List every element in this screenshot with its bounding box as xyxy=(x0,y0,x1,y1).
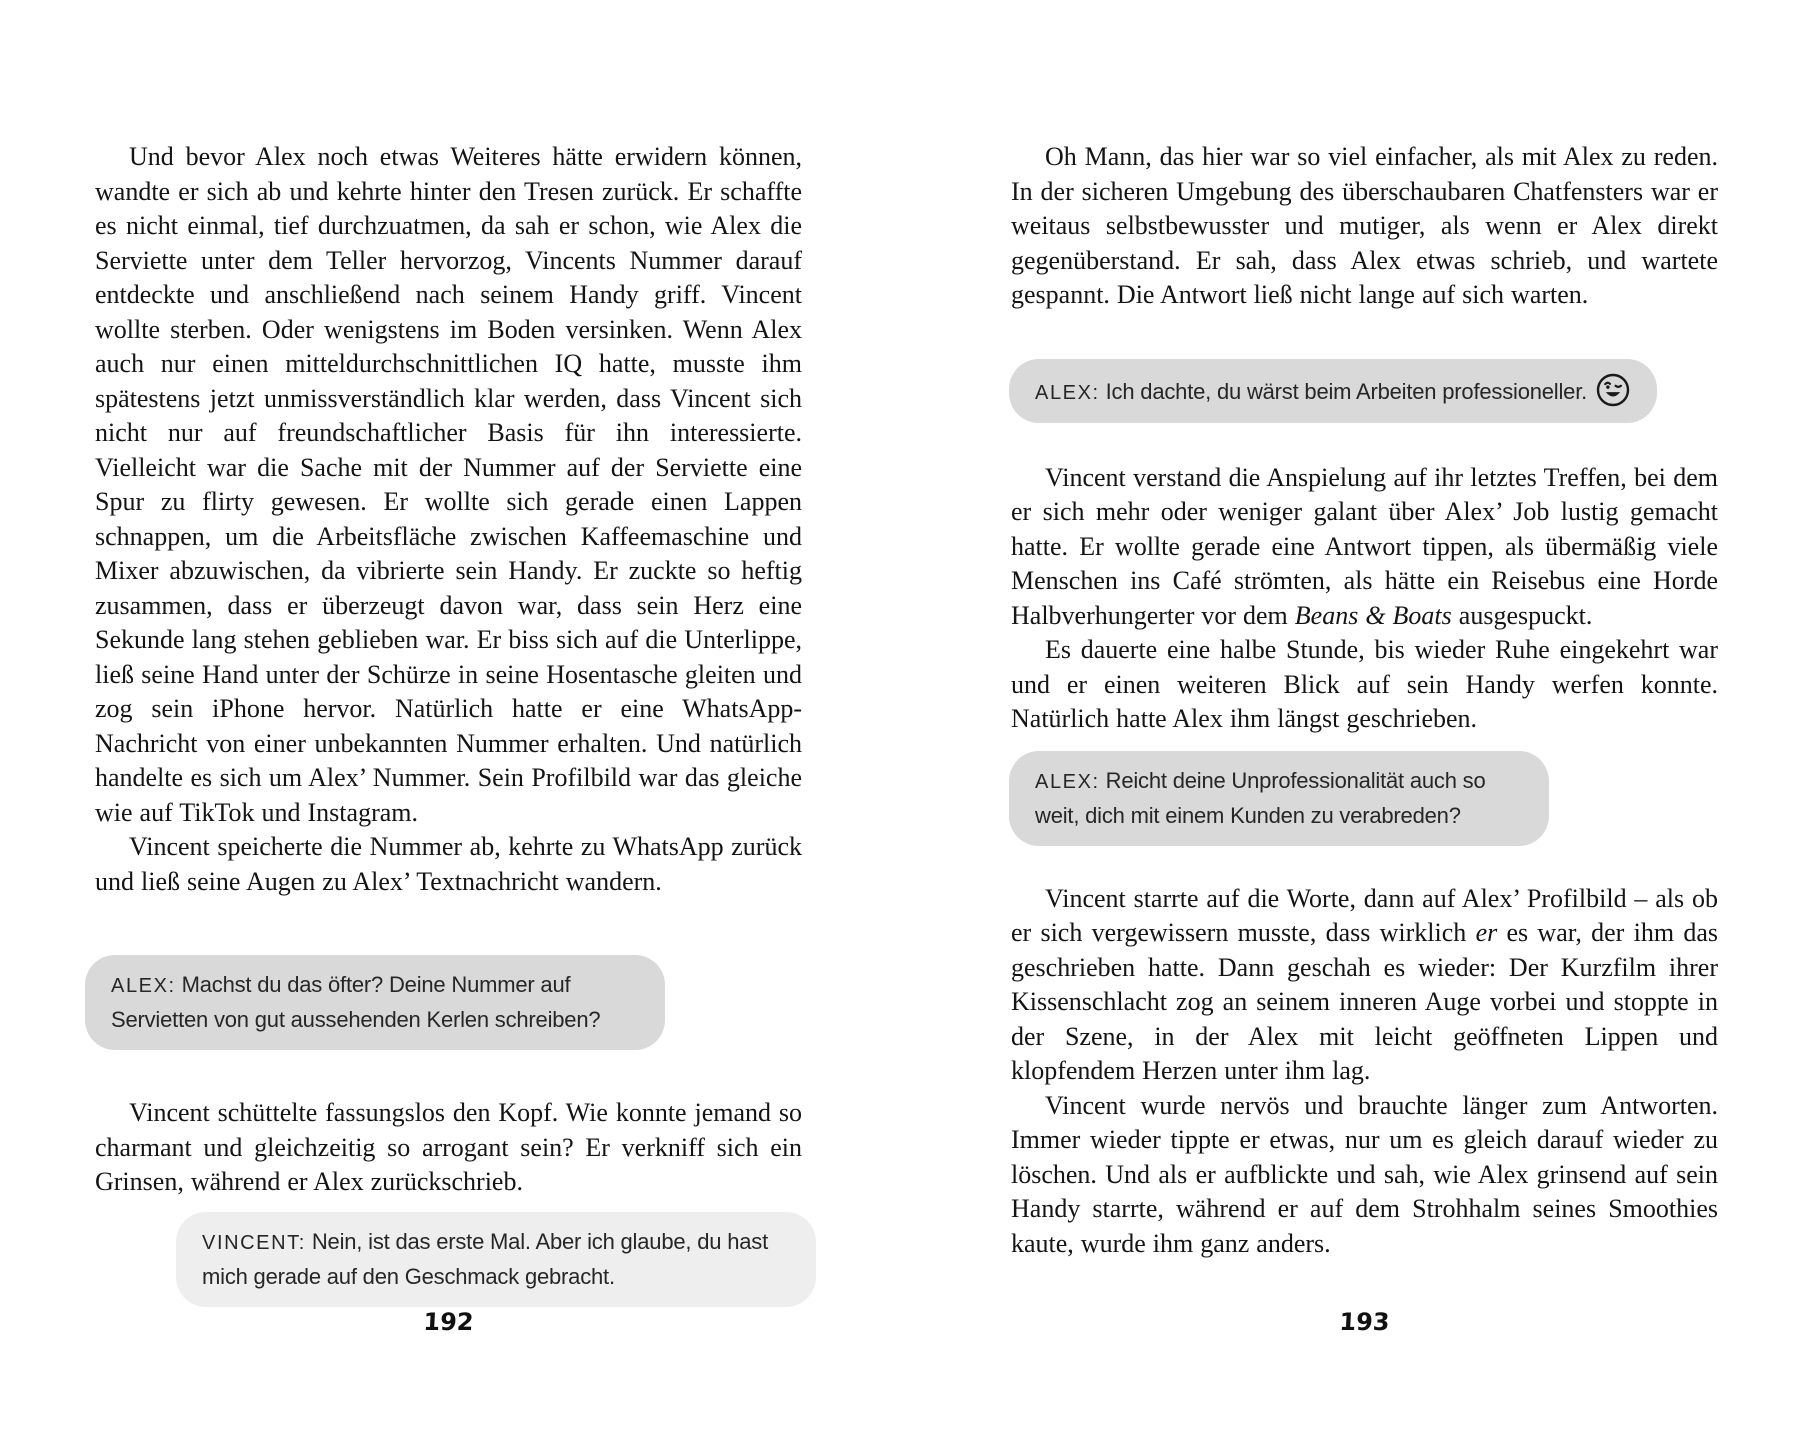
chat-message-text: Machst du das öfter? Deine Nummer auf Servietten von gut aussehenden Kerlen schreiben? xyxy=(111,972,601,1032)
chat-message-text: Ich dachte, du wärst beim Arbeiten professioneller. xyxy=(1105,378,1588,404)
paragraph-left-2: Vincent speicherte die Nummer ab, kehrte zu WhatsApp zurück und ließ seine Augen zu Alex’ Textnachricht wandern. xyxy=(95,832,802,896)
paragraph-text: ausgespuckt. xyxy=(1451,600,1593,630)
paragraph-right-3: Es dauerte eine halbe Stunde, bis wieder Ruhe eingekehrt war und er einen weiteren Blick auf sein Handy werfen konnte. Natürlich hatte Alex ihm längst geschrieben. xyxy=(1011,635,1718,733)
page-right-193 xyxy=(1011,140,1718,1434)
italic-cafe-name: Beans & Boats xyxy=(1294,600,1452,630)
chat-bubble-vincent xyxy=(176,1212,816,1307)
page-left-192 xyxy=(95,140,802,1434)
chat-message-text: Nein, ist das erste Mal. Aber ich glaube, du hast mich gerade auf den Geschmack gebracht. xyxy=(202,1228,768,1289)
chat-bubble-alex xyxy=(1009,359,1657,423)
paragraph-left-1: Und bevor Alex noch etwas Weiteres hätte erwidern können, wandte er sich ab und kehrte hinter den Tresen zurück. Er schaffte es nicht einmal, tief durchzuatmen, da sah er schon, wie Alex die Serviette unter dem Teller hervorzog, Vincents Nummer darauf entdeckte und anschließend nach seinem Handy griff. Vincent wollte sterben. Oder wenigstens im Boden versinken. Wenn Alex auch nur einen mitteldurchschnittlichen IQ hatte, musste ihm spätestens jetzt unmissverständlich klar werden, dass Vincent sich nicht nur auf freundschaftlicher Basis für ihn interessierte. Vielleicht war die Sache mit der Nummer auf der Serviette eine Spur zu flirty gewesen. Er wollte sich gerade einen Lappen schnappen, um die Arbeitsfläche zwischen Kaffeemaschine und Mixer abzuwischen, da vibrierte sein Handy. Er zuckte so heftig zusammen, dass er überzeugt davon war, dass sein Herz eine Sekunde lang stehen geblieben war. Er biss sich auf die Unterlippe, ließ seine Hand unter der Schürze in seine Hosentasche gleiten und zog sein iPhone hervor. Natürlich hatte er eine WhatsApp-Nachricht von einer unbekannten Nummer erhalten. Und natürlich handelte es sich um Alex’ Nummer. Sein Profilbild war das gleiche wie auf TikTok und Instagram. xyxy=(95,142,802,827)
paragraph-right-1: Oh Mann, das hier war so viel einfacher, als mit Alex zu reden. In der sicheren Umgebung des überschaubaren Chatfensters war er weitaus selbstbewusster und mutiger, als wenn er Alex direkt gegenüberstand. Er sah, dass Alex etwas schrieb, und wartete gespannt. Die Antwort ließ nicht lange auf sich warten. xyxy=(1011,142,1718,309)
page-number-right: 193 xyxy=(1338,1308,1391,1336)
paragraph-text: es war, der ihm das geschrieben hatte. Dann geschah es wieder: Der Kurzfilm ihrer Kissenschlacht zog an seinem inneren Auge vorbei und stoppte in der Szene, in der Alex mit leicht geöffneten Lippen und klopfendem Herzen unter ihm lag. xyxy=(1011,918,1718,1085)
paragraph-right-2 xyxy=(1011,461,1718,634)
chat-bubble-alex xyxy=(85,955,665,1050)
paragraph-text: Vincent starrte auf die Worte, dann auf Alex’ Profilbild – als ob er sich vergewissern musste, dass wirklich xyxy=(1011,883,1718,947)
page-number-left: 192 xyxy=(422,1308,475,1336)
paragraph-text: Vincent verstand die Anspielung auf ihr letztes Treffen, bei dem er sich mehr oder weniger galant über Alex’ Job lustig gemacht hatte. Er wollte gerade eine Antwort tippen, als übermäßig viele Menschen ins Café strömten, als hätte ein Reisebus eine Horde Halbverhungerter vor dem xyxy=(1011,462,1718,630)
paragraph-right-5: Vincent wurde nervös und brauchte länger zum Antworten. Immer wieder tippte er etwas, nur um es gleich darauf wieder zu löschen. Und als er aufblickte und sah, wie Alex grinsend auf sein Handy starrte, während er auf dem Strohhalm seines Smoothies kaute, wurde ihm ganz anders. xyxy=(1011,1090,1718,1258)
winking-face-emoji xyxy=(1595,372,1631,408)
chat-bubble-alex xyxy=(1009,751,1549,846)
chat-message-text: Reicht deine Unprofessionalität auch so weit, dich mit einem Kunden zu verabreden? xyxy=(1035,767,1486,828)
chat-speaker-label: VINCENT: xyxy=(202,1231,306,1254)
chat-speaker-label: ALEX: xyxy=(1035,381,1100,404)
italic-emphasis: er xyxy=(1475,918,1498,947)
paragraph-right-4 xyxy=(1011,882,1718,1089)
chat-speaker-label: ALEX: xyxy=(1035,770,1100,793)
chat-speaker-label: ALEX: xyxy=(111,975,176,997)
paragraph-left-3: Vincent schüttelte fassungslos den Kopf. Wie konnte jemand so charmant und gleichzeitig so arrogant sein? Er verkniff sich ein Grinsen, während er Alex zurückschrieb. xyxy=(95,1098,802,1196)
